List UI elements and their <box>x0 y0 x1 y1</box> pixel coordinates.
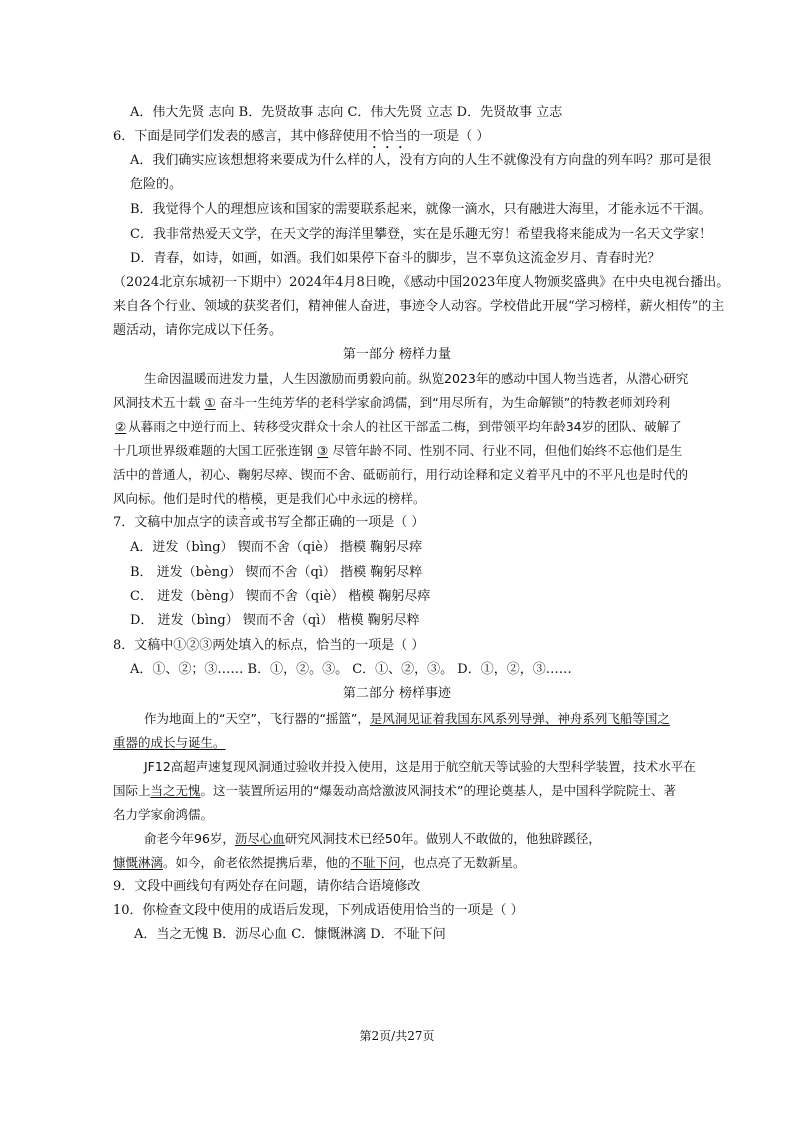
part1-text: 尽管年龄不同、性别不同、行业不同，但他们始终不忘他们是生 <box>332 443 683 458</box>
q6-option-a: A．我们确实应该想想将来要成为什么样的人，没有方向的人生不就像没有方向盘的列车吗？那可是很 <box>130 153 712 168</box>
part1-para-line-1: 生命因温暖而进发力量，人生因激励而勇毅向前。纵览2023年的感动中国人物当选者，从潜心研究 <box>144 371 689 386</box>
part1-title: 第一部分 榜样力量 <box>342 347 452 362</box>
q6-stem-emphasis: 不恰当 <box>368 129 408 144</box>
part2-line-5: 名力学家俞鸿儒。 <box>113 807 214 822</box>
idiom-underline: 沥尽心血 <box>234 831 285 846</box>
q7-option-c: C． 迸发（bèng） 锲而不舍（qiè） 楷模 鞠躬尽瘁 <box>130 589 431 604</box>
part2-text: 国际上 <box>113 783 151 798</box>
q6-stem <box>113 128 489 152</box>
part1-para-line-3 <box>113 418 682 436</box>
part2-line-7 <box>113 854 526 872</box>
part2-text: 。如今，俞老依然提携后辈，他的 <box>163 855 351 870</box>
part1-para-line-2 <box>113 394 670 412</box>
part2-line-1 <box>144 710 670 728</box>
part2-text: ，也点亮了无数新星。 <box>400 855 526 870</box>
q6-option-b: B．我觉得个人的理想应该和国家的需要联系起来，就像一滴水，只有融进大海里，才能永远不干涸。 <box>130 202 712 217</box>
q7-option-b: B． 迸发（bèng） 锲而不舍（qì） 揩模 鞠躬尽粹 <box>130 565 423 580</box>
part2-text: 。这一装置所运用的“爆轰动高焓激波风洞技术”的理论奠基人，是中国科学院院士、著 <box>200 783 676 798</box>
intro-line-1: （2024北京东城初一下期中）2024年4月8日晚，《感动中国2023年度人物颁奖盛典》在中央电视台播出。 <box>113 275 730 290</box>
part1-para-line-4 <box>113 442 682 460</box>
q7-option-a: A．迸发（bìng） 锲而不舍（qiè） 揩模 鞠躬尽瘁 <box>130 540 423 555</box>
intro-line-2: 来自各个行业、领域的获奖者们，精神催人奋进，事迹令人动容。学校借此开展“学习榜样，薪火相传”的主 <box>113 299 725 314</box>
q9-stem: 9．文段中画线句有两处存在问题，请你结合语境修改 <box>113 879 421 894</box>
part2-text: 俞老今年96岁， <box>144 831 235 846</box>
part1-text: 奋斗一生纯芳华的老科学家俞鸿儒，到“用尽所有，为生命解锁”的特教老师刘玲利 <box>219 395 671 410</box>
blank-marker-2: ② <box>115 419 127 434</box>
part2-line-2 <box>113 734 226 752</box>
q7-stem: 7．文稿中加点字的读音或书写全都正确的一项是（ ） <box>113 515 425 530</box>
q6-option-c: C．我非常热爱天文学，在天文学的海洋里攀登，实在是乐趣无穷！希望我将来能成为一名天文学家！ <box>130 227 712 242</box>
underlined-sentence: 重器的成长与诞生。 <box>113 735 226 750</box>
underlined-sentence: 是风洞见证着我国东风系列导弹、神舟系列飞船等国之 <box>369 711 670 726</box>
idiom-underline: 慷慨淋漓 <box>113 855 164 870</box>
part1-text: 风向标。他们是时代的 <box>113 491 239 506</box>
part1-text: 从暮雨之中逆行而上、转移受灾群众十余人的社区干部孟二梅，到带领平均年龄34岁的团队、破解了 <box>128 419 682 434</box>
idiom-underline: 不耻下问 <box>350 855 401 870</box>
q6-option-d: D．青春，如诗，如画，如酒。我们如果停下奋斗的脚步，岂不辜负这流金岁月、青春时光？ <box>130 251 661 266</box>
q6-stem-pre: 6．下面是同学们发表的感言，其中修辞使用 <box>113 129 369 144</box>
part1-para-line-5: 活中的普通人，初心、鞠躬尽瘁、锲而不舍、砥砺前行，用行动诠释和定义着平凡中的不平凡也是时代的 <box>113 467 689 482</box>
q5-options: A．伟大先贤 志向 B．先贤故事 志向 C．伟大先贤 立志 D．先贤故事 立志 <box>130 105 563 120</box>
blank-marker-1: ① <box>204 395 216 410</box>
idiom-underline: 当之无愧 <box>150 783 201 798</box>
part2-line-6 <box>144 830 601 848</box>
q10-options: A．当之无愧 B．沥尽心血 C．慷慨淋漓 D．不耻下问 <box>134 927 446 942</box>
blank-marker-3: ③ <box>317 443 329 458</box>
part1-text: 十几项世界级难题的大国工匠张连钢 <box>113 443 314 458</box>
part1-text: ，更是我们心中永远的榜样。 <box>263 491 426 506</box>
page-number: 第2页/共27页 <box>359 1029 435 1043</box>
part2-line-3: JF12高超声速复现风洞通过验收并投入使用，这是用于航空航天等试验的大型科学装置，技术水平在 <box>144 759 696 774</box>
q6-option-a-cont: 危险的。 <box>130 177 183 192</box>
part2-text: 作为地面上的“天空”，飞行器的“摇篮”， <box>144 711 370 726</box>
dotted-word: 楷模 <box>238 491 264 506</box>
q6-stem-post: 的一项是（ ） <box>407 129 490 144</box>
q7-option-d: D． 迸发（bìng） 锲而不舍（qì） 楷模 鞠躬尽粹 <box>130 613 420 628</box>
part1-text: 风洞技术五十载 <box>113 395 201 410</box>
part1-para-line-6 <box>113 490 426 513</box>
q8-stem: 8．文稿中①②③两处填入的标点，恰当的一项是（ ） <box>113 638 425 653</box>
q10-stem: 10．你检查文段中使用的成语后发现，下列成语使用恰当的一项是（ ） <box>113 903 524 918</box>
part2-title: 第二部分 榜样事迹 <box>342 686 452 701</box>
part2-line-4 <box>113 782 676 800</box>
intro-line-3: 题活动，请你完成以下任务。 <box>113 323 283 338</box>
part2-text: 研究风洞技术已经50年。做别人不敢做的，他独辟蹊径， <box>284 831 601 846</box>
q8-options: A．①、②；③…… B．①，②。③。 C．①、②，③。 D．①，②，③…… <box>130 662 572 677</box>
